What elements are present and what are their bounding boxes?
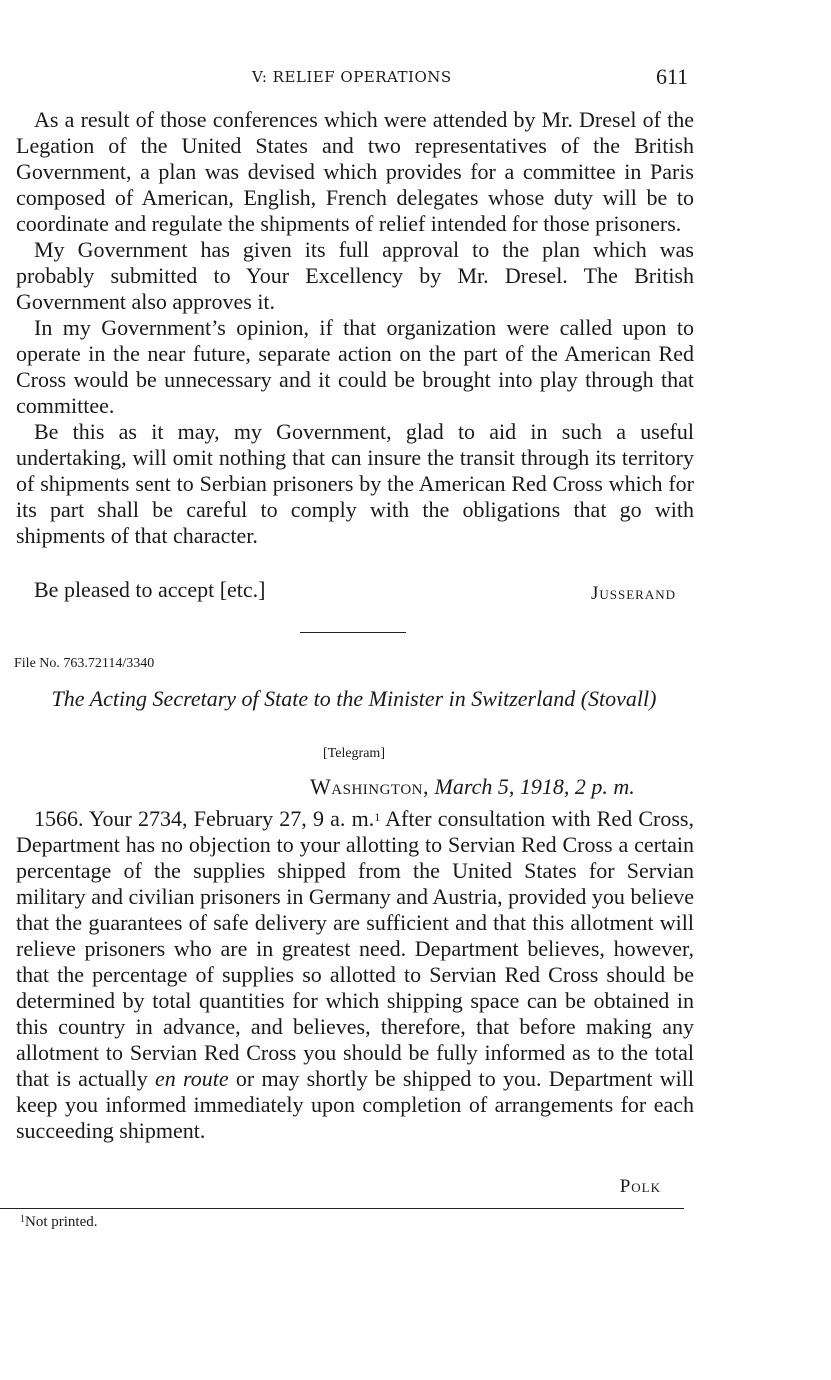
- document-type: [Telegram]: [323, 746, 385, 761]
- file-number: File No. 763.72114/3340: [14, 656, 155, 671]
- letter-paragraph: As a result of those conferences which were attended by Mr. Dresel of the Legation of the United States and two representatives of the British Government, a plan was devised which provides for a committee in Paris composed of American, English, French delegates whose duty will be to coordinate and regulate the shipments of relief intended for those prisoners.: [16, 107, 694, 236]
- running-head: V: RELIEF OPERATIONS: [252, 68, 452, 86]
- dateline-place: Washington,: [310, 774, 429, 799]
- letter-paragraph: My Government has given its full approval to the plan which was probably submitted to Your Excellency by Mr. Dresel. The British Government also approves it.: [16, 237, 694, 314]
- document-title: The Acting Secretary of State to the Minister in Switzerland (Stovall): [51, 686, 657, 711]
- letter-body: [16, 107, 694, 549]
- footnote-mark: 1: [20, 1214, 25, 1225]
- telegram-body: [16, 806, 694, 1144]
- telegram-paragraph: [16, 806, 694, 1144]
- footnote-text: Not printed.: [25, 1214, 98, 1230]
- dateline: [310, 774, 635, 800]
- footnote: [20, 1214, 98, 1231]
- letter-closing: [16, 577, 676, 605]
- page-header: [0, 64, 831, 94]
- telegram-italic-term: en route: [155, 1066, 229, 1091]
- letter-paragraph: Be this as it may, my Government, glad to aid in such a useful undertaking, will omit nothing that can insure the transit through its territory of shipments sent to Serbian prisoners by the American Red Cross which for its part shall be careful to comply with the obligations that go with shipments of that character.: [16, 419, 694, 548]
- telegram-text-end: or may shortly be shipped to you. Department will keep you informed immediately upon completion of arrangements for each succeeding shipment.: [16, 1066, 695, 1143]
- telegram-text-start: 1566. Your 2734, February 27, 9 a. m.: [34, 806, 375, 831]
- closing-text: Be pleased to accept [etc.]: [34, 577, 266, 602]
- letter-signature: Jusserand: [590, 583, 676, 604]
- dateline-date: March 5, 1918, 2 p. m.: [434, 774, 635, 799]
- telegram-signature: Polk: [619, 1176, 661, 1197]
- telegram-text-middle: After consultation with Red Cross, Department has no objection to your allotting to Servian Red Cross a certain percentage of the supplies shipped from the United States for Servian military and civilian prisoners in Germany and Austria, provided you believe that the guarantees of safe delivery are sufficient and that this allotment will relieve prisoners who are in greatest need. Department believes, however, that the percentage of supplies so allotted to Servian Red Cross should be determined by total quantities for which shipping space can be obtained in this country in advance, and believes, therefore, that before making any allotment to Servian Red Cross you should be fully informed as to the total that is actually: [16, 806, 694, 1091]
- page-number: 611: [656, 64, 689, 89]
- section-divider: [300, 632, 406, 633]
- letter-paragraph: In my Government’s opinion, if that organization were called upon to operate in the near future, separate action on the part of the American Red Cross would be unnecessary and it could be brought into play through that committee.: [16, 315, 694, 418]
- footnote-reference: 1: [374, 810, 381, 824]
- footnote-rule: [0, 1208, 684, 1209]
